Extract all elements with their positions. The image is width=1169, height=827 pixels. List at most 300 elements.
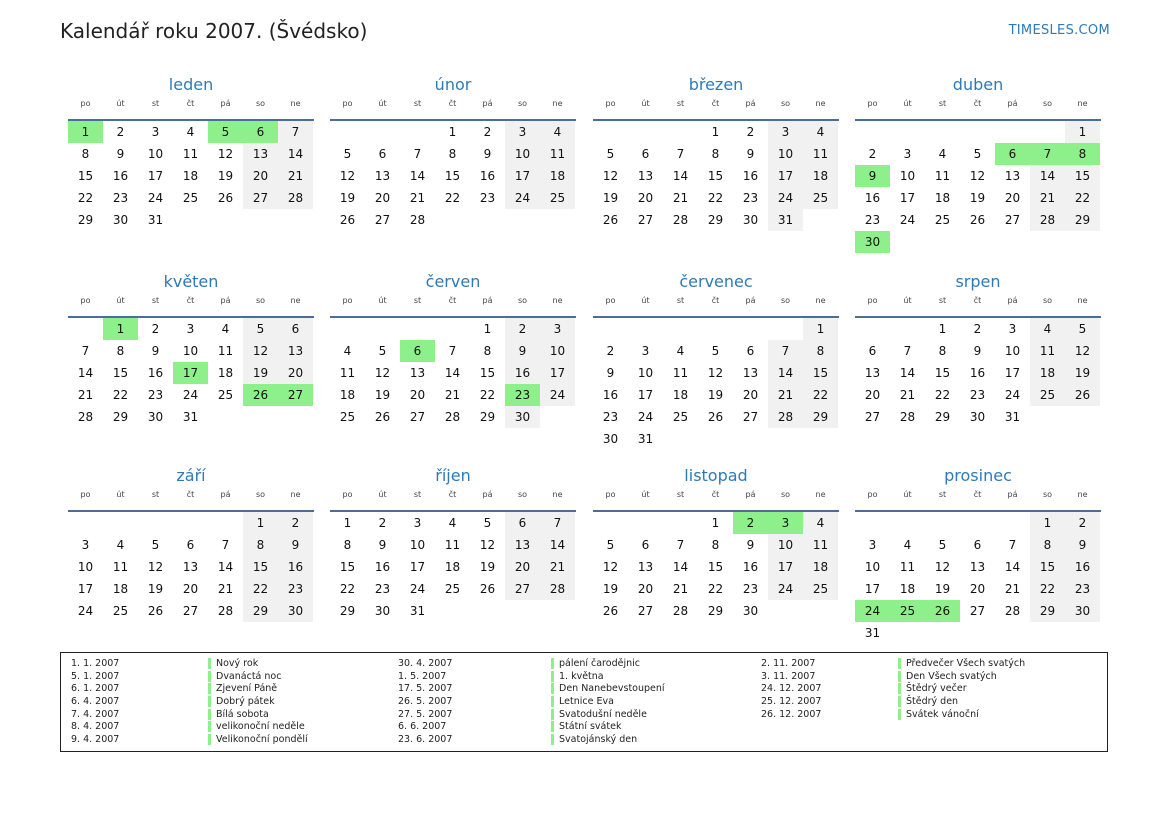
month-červenec xyxy=(593,271,839,446)
weekday-label: so xyxy=(780,490,791,499)
month-name: listopad xyxy=(684,466,748,485)
day-cell: 5 xyxy=(938,538,947,552)
day-cell: 11 xyxy=(803,534,838,556)
day-cell: 19 xyxy=(602,191,619,205)
day-cell: 28 xyxy=(77,410,94,424)
day-cell: 27 xyxy=(243,187,278,209)
day-cell: 13 xyxy=(243,143,278,165)
day-cell: 29 xyxy=(1030,600,1065,622)
day-cell: 29 xyxy=(339,604,356,618)
day-cell: 13 xyxy=(409,366,426,380)
holiday-name: Letnice Eva xyxy=(551,696,614,707)
holiday-day: 9 xyxy=(855,165,890,187)
day-cell: 23 xyxy=(1065,578,1100,600)
day-cell: 23 xyxy=(479,191,496,205)
day-cell: 3 xyxy=(505,121,540,143)
day-cell: 4 xyxy=(803,121,838,143)
day-cell: 25 xyxy=(672,410,689,424)
day-cell: 29 xyxy=(803,406,838,428)
day-cell: 9 xyxy=(973,344,982,358)
day-cell: 11 xyxy=(1030,340,1065,362)
weekday-label: út xyxy=(903,99,912,108)
weekday-label: pá xyxy=(482,99,493,108)
day-cell: 21 xyxy=(540,556,575,578)
weekday-label: út xyxy=(903,490,912,499)
day-cell: 9 xyxy=(746,147,755,161)
day-cell: 6 xyxy=(973,538,982,552)
day-cell: 19 xyxy=(147,582,164,596)
weekday-label: út xyxy=(378,296,387,305)
day-cell: 13 xyxy=(864,366,881,380)
day-cell: 28 xyxy=(217,604,234,618)
day-cell: 1 xyxy=(343,516,352,530)
weekday-label: st xyxy=(938,296,947,305)
day-cell: 16 xyxy=(1065,556,1100,578)
month-name: květen xyxy=(163,272,219,291)
day-cell: 16 xyxy=(742,169,759,183)
day-cell: 1 xyxy=(711,125,720,139)
day-cell: 22 xyxy=(1030,578,1065,600)
day-cell: 22 xyxy=(479,388,496,402)
day-cell: 12 xyxy=(374,366,391,380)
day-cell: 17 xyxy=(864,582,881,596)
day-cell: 16 xyxy=(864,191,881,205)
day-cell: 12 xyxy=(339,169,356,183)
weekday-label: st xyxy=(151,296,160,305)
day-cell: 28 xyxy=(540,578,575,600)
day-cell: 30 xyxy=(1065,600,1100,622)
day-cell: 31 xyxy=(182,410,199,424)
holiday-day: 6 xyxy=(400,340,435,362)
weekday-label: čt xyxy=(186,99,195,108)
day-cell: 31 xyxy=(147,213,164,227)
day-cell: 27 xyxy=(1004,213,1021,227)
holiday-name: Dvanáctá noc xyxy=(208,671,281,682)
day-cell: 8 xyxy=(81,147,90,161)
day-cell: 27 xyxy=(864,410,881,424)
holiday-name: velikonoční neděle xyxy=(208,721,305,732)
weekday-header xyxy=(855,490,1101,508)
day-cell: 11 xyxy=(803,143,838,165)
weekday-label: pá xyxy=(482,490,493,499)
weekday-label: út xyxy=(378,490,387,499)
day-cell: 12 xyxy=(243,340,278,362)
month-name: srpen xyxy=(955,272,1001,291)
weekday-label: st xyxy=(151,490,160,499)
day-cell: 25 xyxy=(934,213,951,227)
day-cell: 17 xyxy=(409,560,426,574)
day-cell: 12 xyxy=(934,560,951,574)
day-cell: 21 xyxy=(278,165,313,187)
weekday-label: so xyxy=(1042,490,1053,499)
weekday-label: út xyxy=(641,490,650,499)
day-cell: 10 xyxy=(1004,344,1021,358)
month-březen xyxy=(593,74,839,227)
day-cell: 10 xyxy=(768,143,803,165)
day-cell: 22 xyxy=(934,388,951,402)
month-name: červenec xyxy=(679,272,753,291)
day-cell: 17 xyxy=(899,191,916,205)
day-cell: 11 xyxy=(934,169,951,183)
day-cell: 16 xyxy=(505,362,540,384)
day-cell: 3 xyxy=(151,125,160,139)
day-cell: 5 xyxy=(711,344,720,358)
day-cell: 10 xyxy=(899,169,916,183)
day-cell: 2 xyxy=(868,147,877,161)
day-cell: 31 xyxy=(637,432,654,446)
day-cell: 16 xyxy=(969,366,986,380)
holiday-date: 30. 4. 2007 xyxy=(398,658,453,669)
day-cell: 18 xyxy=(672,388,689,402)
month-name: březen xyxy=(688,75,744,94)
day-cell: 23 xyxy=(147,388,164,402)
day-cell: 12 xyxy=(1065,340,1100,362)
day-cell: 1 xyxy=(448,125,457,139)
day-cell: 20 xyxy=(182,582,199,596)
day-cell: 11 xyxy=(112,560,129,574)
day-cell: 6 xyxy=(641,147,650,161)
day-cell: 13 xyxy=(742,366,759,380)
day-cell: 19 xyxy=(479,560,496,574)
day-cell: 26 xyxy=(217,191,234,205)
day-cell: 15 xyxy=(1030,556,1065,578)
day-cell: 14 xyxy=(768,362,803,384)
day-cell: 18 xyxy=(899,582,916,596)
day-cell: 12 xyxy=(147,560,164,574)
month-name: říjen xyxy=(435,466,471,485)
holiday-day: 26 xyxy=(243,384,278,406)
weekday-label: ne xyxy=(815,296,826,305)
weekday-label: po xyxy=(605,99,616,108)
day-cell: 19 xyxy=(969,191,986,205)
day-cell: 23 xyxy=(602,410,619,424)
holiday-name: Zjevení Páně xyxy=(208,683,277,694)
day-cell: 7 xyxy=(221,538,230,552)
weekday-label: út xyxy=(116,99,125,108)
day-cell: 22 xyxy=(1065,187,1100,209)
holiday-date: 6. 1. 2007 xyxy=(71,683,120,695)
day-cell: 25 xyxy=(112,604,129,618)
day-cell: 22 xyxy=(77,191,94,205)
day-cell: 30 xyxy=(278,600,313,622)
weekday-label: so xyxy=(780,99,791,108)
month-říjen xyxy=(330,465,576,618)
day-cell: 28 xyxy=(768,406,803,428)
day-cell: 19 xyxy=(217,169,234,183)
day-cell: 10 xyxy=(147,147,164,161)
day-cell: 9 xyxy=(505,340,540,362)
holiday-date: 3. 11. 2007 xyxy=(761,670,816,682)
day-cell: 21 xyxy=(672,582,689,596)
day-cell: 22 xyxy=(707,191,724,205)
day-cell: 28 xyxy=(444,410,461,424)
day-cell: 21 xyxy=(899,388,916,402)
day-cell: 15 xyxy=(444,169,461,183)
holiday-date: 17. 5. 2007 xyxy=(398,683,453,695)
weekday-label: pá xyxy=(1007,99,1018,108)
day-cell: 9 xyxy=(483,147,492,161)
day-cell: 18 xyxy=(1030,362,1065,384)
month-prosinec xyxy=(855,465,1101,640)
day-cell: 27 xyxy=(182,604,199,618)
day-cell: 21 xyxy=(1030,187,1065,209)
day-cell: 8 xyxy=(711,538,720,552)
day-cell: 28 xyxy=(1004,604,1021,618)
day-cell: 2 xyxy=(746,125,755,139)
day-cell: 27 xyxy=(374,213,391,227)
day-cell: 14 xyxy=(77,366,94,380)
day-cell: 12 xyxy=(479,538,496,552)
day-cell: 3 xyxy=(186,322,195,336)
weekday-label: po xyxy=(80,296,91,305)
day-cell: 25 xyxy=(803,578,838,600)
day-cell: 24 xyxy=(147,191,164,205)
holiday-date: 24. 12. 2007 xyxy=(761,683,822,695)
weekday-header xyxy=(855,296,1101,314)
day-cell: 3 xyxy=(868,538,877,552)
day-cell: 29 xyxy=(77,213,94,227)
day-cell: 21 xyxy=(672,191,689,205)
day-cell: 5 xyxy=(1065,318,1100,340)
weekday-label: po xyxy=(80,99,91,108)
day-cell: 3 xyxy=(540,318,575,340)
day-cell: 26 xyxy=(602,213,619,227)
day-cell: 9 xyxy=(1065,534,1100,556)
day-cell: 20 xyxy=(637,582,654,596)
day-cell: 4 xyxy=(186,125,195,139)
day-cell: 9 xyxy=(746,538,755,552)
day-cell: 24 xyxy=(182,388,199,402)
day-cell: 18 xyxy=(540,165,575,187)
weekday-label: čt xyxy=(711,99,720,108)
day-cell: 19 xyxy=(707,388,724,402)
day-cell: 30 xyxy=(112,213,129,227)
day-cell: 5 xyxy=(606,147,615,161)
weekday-label: út xyxy=(116,490,125,499)
day-cell: 23 xyxy=(278,578,313,600)
day-cell: 12 xyxy=(217,147,234,161)
day-cell: 1 xyxy=(483,322,492,336)
day-cell: 15 xyxy=(707,560,724,574)
day-cell: 18 xyxy=(934,191,951,205)
day-cell: 30 xyxy=(374,604,391,618)
day-cell: 1 xyxy=(803,318,838,340)
day-cell: 24 xyxy=(409,582,426,596)
day-cell: 20 xyxy=(374,191,391,205)
weekday-label: ne xyxy=(1077,296,1088,305)
day-cell: 12 xyxy=(602,560,619,574)
day-cell: 2 xyxy=(151,322,160,336)
day-cell: 12 xyxy=(602,169,619,183)
day-cell: 16 xyxy=(602,388,619,402)
day-cell: 3 xyxy=(641,344,650,358)
day-cell: 17 xyxy=(77,582,94,596)
day-cell: 10 xyxy=(864,560,881,574)
month-name: červen xyxy=(425,272,481,291)
day-cell: 12 xyxy=(969,169,986,183)
weekday-label: čt xyxy=(973,490,982,499)
day-cell: 4 xyxy=(676,344,685,358)
day-cell: 4 xyxy=(221,322,230,336)
day-cell: 6 xyxy=(868,344,877,358)
day-cell: 20 xyxy=(278,362,313,384)
day-cell: 11 xyxy=(672,366,689,380)
day-cell: 28 xyxy=(409,213,426,227)
day-cell: 21 xyxy=(1004,582,1021,596)
weekday-label: pá xyxy=(1007,296,1018,305)
day-cell: 16 xyxy=(742,560,759,574)
day-cell: 18 xyxy=(803,556,838,578)
day-cell: 11 xyxy=(444,538,461,552)
day-cell: 23 xyxy=(374,582,391,596)
day-cell: 15 xyxy=(243,556,278,578)
weekday-label: čt xyxy=(448,296,457,305)
weekday-label: út xyxy=(641,296,650,305)
weekday-label: so xyxy=(255,490,266,499)
day-cell: 29 xyxy=(707,604,724,618)
day-cell: 26 xyxy=(707,410,724,424)
day-cell: 13 xyxy=(278,340,313,362)
day-cell: 5 xyxy=(151,538,160,552)
day-cell: 11 xyxy=(339,366,356,380)
day-cell: 29 xyxy=(934,410,951,424)
month-září xyxy=(68,465,314,618)
day-cell: 25 xyxy=(540,187,575,209)
weekday-label: ne xyxy=(290,99,301,108)
day-cell: 15 xyxy=(77,169,94,183)
day-cell: 3 xyxy=(413,516,422,530)
day-cell: 3 xyxy=(81,538,90,552)
holiday-name: Štědrý večer xyxy=(898,683,967,694)
holiday-date: 1. 1. 2007 xyxy=(71,658,120,669)
holiday-date: 25. 12. 2007 xyxy=(761,696,822,708)
day-cell: 7 xyxy=(81,344,90,358)
day-cell: 20 xyxy=(505,556,540,578)
day-cell: 13 xyxy=(637,169,654,183)
weekday-label: st xyxy=(151,99,160,108)
weekday-header xyxy=(330,99,576,117)
day-cell: 14 xyxy=(899,366,916,380)
day-cell: 3 xyxy=(1008,322,1017,336)
holiday-day: 23 xyxy=(505,384,540,406)
holiday-name: Předvečer Všech svatých xyxy=(898,658,1025,669)
day-cell: 18 xyxy=(217,366,234,380)
month-listopad xyxy=(593,465,839,618)
day-cell: 7 xyxy=(676,538,685,552)
day-cell: 3 xyxy=(768,121,803,143)
day-cell: 8 xyxy=(803,340,838,362)
holiday-date: 26. 12. 2007 xyxy=(761,708,822,720)
day-cell: 2 xyxy=(278,512,313,534)
day-cell: 19 xyxy=(934,582,951,596)
site-link[interactable]: TIMESLES.COM xyxy=(1008,23,1110,38)
day-cell: 2 xyxy=(378,516,387,530)
weekday-label: pá xyxy=(220,490,231,499)
day-cell: 26 xyxy=(374,410,391,424)
day-cell: 29 xyxy=(479,410,496,424)
day-cell: 13 xyxy=(969,560,986,574)
day-cell: 9 xyxy=(151,344,160,358)
day-cell: 11 xyxy=(217,344,234,358)
day-cell: 22 xyxy=(803,384,838,406)
month-name: duben xyxy=(952,75,1004,94)
day-cell: 8 xyxy=(448,147,457,161)
weekday-label: ne xyxy=(815,99,826,108)
day-cell: 24 xyxy=(899,213,916,227)
day-cell: 30 xyxy=(147,410,164,424)
day-cell: 11 xyxy=(540,143,575,165)
weekday-label: ne xyxy=(552,296,563,305)
holiday-date: 26. 5. 2007 xyxy=(398,696,453,708)
weekday-label: so xyxy=(517,490,528,499)
weekday-label: so xyxy=(517,99,528,108)
holiday-day: 5 xyxy=(208,121,243,143)
day-cell: 20 xyxy=(1004,191,1021,205)
day-cell: 14 xyxy=(217,560,234,574)
weekday-label: čt xyxy=(448,99,457,108)
day-cell: 25 xyxy=(1030,384,1065,406)
day-cell: 27 xyxy=(637,213,654,227)
weekday-header xyxy=(330,296,576,314)
weekday-label: st xyxy=(676,99,685,108)
day-cell: 1 xyxy=(938,322,947,336)
day-cell: 2 xyxy=(1065,512,1100,534)
day-cell: 26 xyxy=(147,604,164,618)
weekday-label: po xyxy=(867,99,878,108)
day-cell: 7 xyxy=(413,147,422,161)
day-cell: 25 xyxy=(339,410,356,424)
day-cell: 7 xyxy=(903,344,912,358)
weekday-label: út xyxy=(116,296,125,305)
weekday-header xyxy=(68,99,314,117)
day-cell: 18 xyxy=(803,165,838,187)
day-cell: 30 xyxy=(505,406,540,428)
weekday-label: po xyxy=(342,296,353,305)
holiday-date: 8. 4. 2007 xyxy=(71,721,120,733)
day-cell: 27 xyxy=(742,410,759,424)
weekday-label: ne xyxy=(290,490,301,499)
day-cell: 8 xyxy=(1030,534,1065,556)
day-cell: 27 xyxy=(409,410,426,424)
day-cell: 19 xyxy=(374,388,391,402)
weekday-label: pá xyxy=(745,99,756,108)
day-cell: 31 xyxy=(1004,410,1021,424)
weekday-label: čt xyxy=(186,296,195,305)
weekday-label: pá xyxy=(745,490,756,499)
day-cell: 28 xyxy=(1030,209,1065,231)
day-cell: 11 xyxy=(899,560,916,574)
day-cell: 24 xyxy=(1004,388,1021,402)
day-cell: 18 xyxy=(112,582,129,596)
day-cell: 10 xyxy=(409,538,426,552)
day-cell: 25 xyxy=(444,582,461,596)
holiday-day: 7 xyxy=(1030,143,1065,165)
holiday-name: Svatodušní neděle xyxy=(551,709,647,720)
weekday-label: ne xyxy=(552,490,563,499)
day-cell: 15 xyxy=(934,366,951,380)
weekday-label: út xyxy=(903,296,912,305)
weekday-label: po xyxy=(867,490,878,499)
day-cell: 21 xyxy=(444,388,461,402)
day-cell: 2 xyxy=(505,318,540,340)
day-cell: 6 xyxy=(746,344,755,358)
weekday-label: po xyxy=(605,296,616,305)
day-cell: 13 xyxy=(374,169,391,183)
holiday-name: Den Nanebevstoupení xyxy=(551,683,665,694)
day-cell: 17 xyxy=(505,165,540,187)
month-name: leden xyxy=(168,75,214,94)
day-cell: 3 xyxy=(903,147,912,161)
